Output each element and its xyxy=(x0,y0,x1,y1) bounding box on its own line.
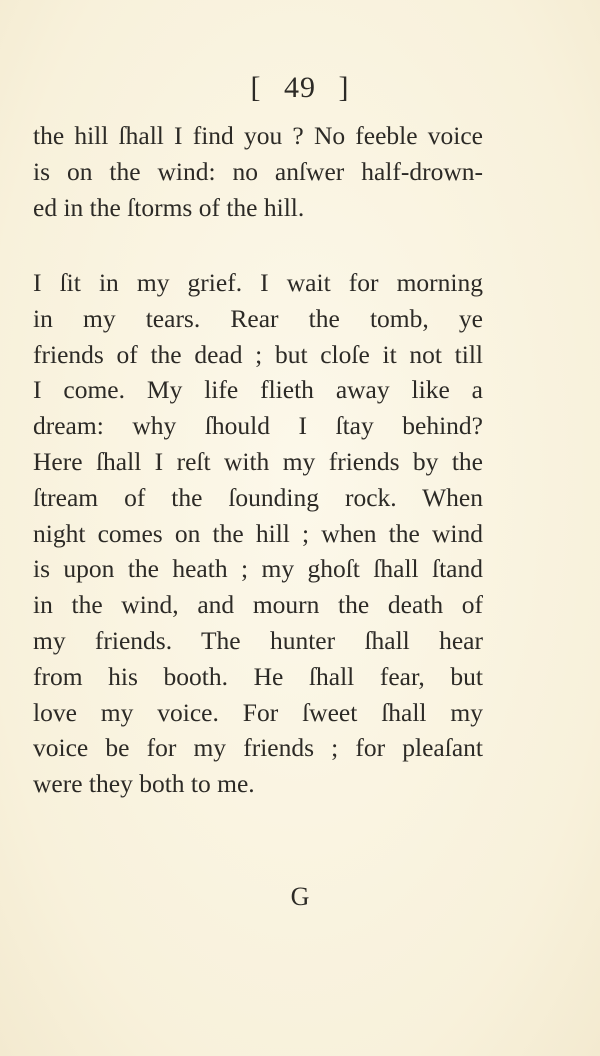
text-line: were they both to me. xyxy=(33,769,255,799)
text-line: ed in the ſtorms of the hill. xyxy=(33,192,305,222)
text-line: I come. My life flieth away like a xyxy=(33,375,483,405)
paragraph-2 xyxy=(33,265,483,802)
text-line: ſtream of the ſounding rock. When xyxy=(33,482,483,512)
text-line: my friends. The hunter ſhall hear xyxy=(33,625,483,655)
text-line: the hill ſhall I find you ? No feeble voice xyxy=(33,121,483,150)
text-line: from his booth. He ſhall fear, but xyxy=(33,661,483,691)
text-line: is on the wind: no anſwer half-drown- xyxy=(33,156,483,186)
signature-mark: G xyxy=(290,882,310,911)
paragraph-1 xyxy=(33,118,483,225)
text-line: friends of the dead ; but cloſe it not till xyxy=(33,339,483,369)
text-line: I ſit in my grief. I wait for morning xyxy=(33,268,483,297)
text-line: voice be for my friends ; for pleaſant xyxy=(33,733,483,763)
text-line: night comes on the hill ; when the wind xyxy=(33,518,483,548)
text-line: in the wind, and mourn the death of xyxy=(33,590,483,620)
text-line: in my tears. Rear the tomb, ye xyxy=(33,303,483,333)
text-line: love my voice. For ſweet ſhall my xyxy=(33,697,483,727)
text-line: Here ſhall I reſt with my friends by the xyxy=(33,446,483,476)
page-number: [ 49 ] xyxy=(250,71,350,104)
text-line: dream: why ſhould I ſtay behind? xyxy=(33,411,483,441)
text-line: is upon the heath ; my ghoſt ſhall ſtand xyxy=(33,554,483,584)
